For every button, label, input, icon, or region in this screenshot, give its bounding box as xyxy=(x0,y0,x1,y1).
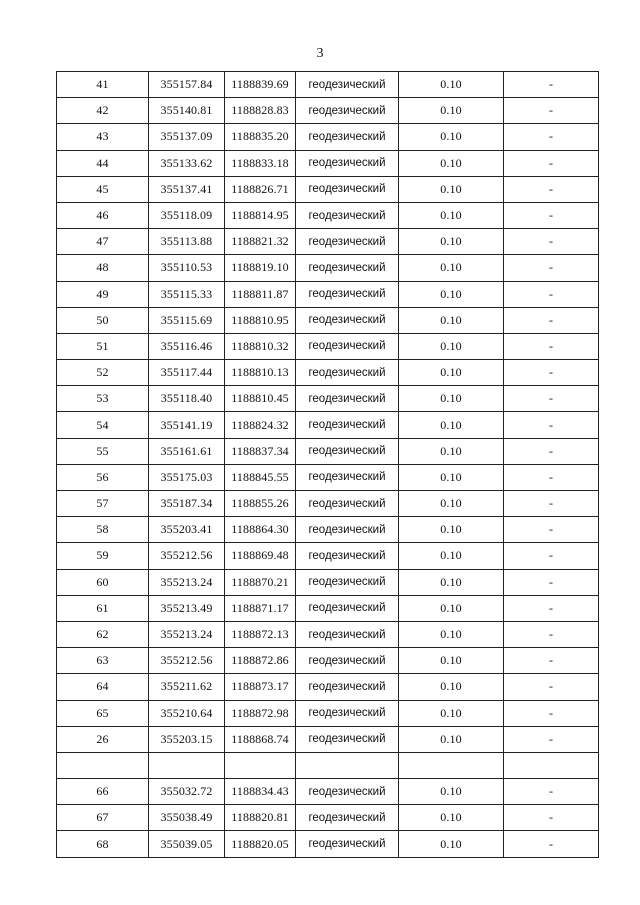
method-cell: геодезический xyxy=(296,595,399,621)
table-row xyxy=(57,229,599,255)
y-coordinate-cell: 1188820.81 xyxy=(225,805,296,831)
accuracy-cell: 0.10 xyxy=(399,202,504,228)
x-coordinate-cell: 355161.61 xyxy=(149,438,225,464)
accuracy-cell: 0.10 xyxy=(399,150,504,176)
accuracy-cell: 0.10 xyxy=(399,176,504,202)
y-coordinate-cell: 1188872.98 xyxy=(225,700,296,726)
y-coordinate-cell xyxy=(225,752,296,778)
x-coordinate-cell: 355039.05 xyxy=(149,831,225,857)
x-coordinate-cell: 355213.49 xyxy=(149,595,225,621)
description-cell: - xyxy=(504,307,599,333)
point-number-cell: 45 xyxy=(57,176,149,202)
y-coordinate-cell: 1188870.21 xyxy=(225,569,296,595)
method-cell: геодезический xyxy=(296,648,399,674)
description-cell: - xyxy=(504,595,599,621)
x-coordinate-cell: 355140.81 xyxy=(149,98,225,124)
method-cell: геодезический xyxy=(296,569,399,595)
x-coordinate-cell: 355118.09 xyxy=(149,202,225,228)
x-coordinate-cell: 355210.64 xyxy=(149,700,225,726)
description-cell: - xyxy=(504,98,599,124)
x-coordinate-cell: 355213.24 xyxy=(149,621,225,647)
description-cell: - xyxy=(504,464,599,490)
accuracy-cell: 0.10 xyxy=(399,621,504,647)
accuracy-cell: 0.10 xyxy=(399,412,504,438)
x-coordinate-cell: 355137.09 xyxy=(149,124,225,150)
y-coordinate-cell: 1188828.83 xyxy=(225,98,296,124)
point-number-cell: 51 xyxy=(57,333,149,359)
accuracy-cell: 0.10 xyxy=(399,438,504,464)
point-number-cell: 44 xyxy=(57,150,149,176)
description-cell: - xyxy=(504,72,599,98)
y-coordinate-cell: 1188810.32 xyxy=(225,333,296,359)
x-coordinate-cell: 355115.33 xyxy=(149,281,225,307)
point-number-cell: 41 xyxy=(57,72,149,98)
table-row xyxy=(57,307,599,333)
accuracy-cell: 0.10 xyxy=(399,229,504,255)
table-row xyxy=(57,438,599,464)
table-row xyxy=(57,124,599,150)
description-cell: - xyxy=(504,281,599,307)
description-cell: - xyxy=(504,360,599,386)
accuracy-cell: 0.10 xyxy=(399,124,504,150)
y-coordinate-cell: 1188871.17 xyxy=(225,595,296,621)
method-cell: геодезический xyxy=(296,726,399,752)
table-row xyxy=(57,281,599,307)
x-coordinate-cell: 355203.41 xyxy=(149,517,225,543)
x-coordinate-cell: 355213.24 xyxy=(149,569,225,595)
description-cell: - xyxy=(504,779,599,805)
table-row xyxy=(57,491,599,517)
table-row xyxy=(57,176,599,202)
table-row xyxy=(57,150,599,176)
description-cell: - xyxy=(504,333,599,359)
method-cell: геодезический xyxy=(296,700,399,726)
description-cell: - xyxy=(504,176,599,202)
point-number-cell: 57 xyxy=(57,491,149,517)
table-row xyxy=(57,752,599,778)
accuracy-cell: 0.10 xyxy=(399,569,504,595)
method-cell: геодезический xyxy=(296,333,399,359)
x-coordinate-cell: 355211.62 xyxy=(149,674,225,700)
point-number-cell: 56 xyxy=(57,464,149,490)
point-number-cell: 60 xyxy=(57,569,149,595)
point-number-cell: 46 xyxy=(57,202,149,228)
table-row xyxy=(57,255,599,281)
description-cell: - xyxy=(504,386,599,412)
accuracy-cell: 0.10 xyxy=(399,726,504,752)
table-row xyxy=(57,700,599,726)
point-number-cell: 52 xyxy=(57,360,149,386)
y-coordinate-cell: 1188839.69 xyxy=(225,72,296,98)
table-row xyxy=(57,569,599,595)
point-number-cell: 62 xyxy=(57,621,149,647)
y-coordinate-cell: 1188819.10 xyxy=(225,255,296,281)
accuracy-cell: 0.10 xyxy=(399,491,504,517)
description-cell: - xyxy=(504,491,599,517)
y-coordinate-cell: 1188873.17 xyxy=(225,674,296,700)
description-cell: - xyxy=(504,726,599,752)
y-coordinate-cell: 1188833.18 xyxy=(225,150,296,176)
method-cell: геодезический xyxy=(296,543,399,569)
accuracy-cell: 0.10 xyxy=(399,805,504,831)
table-row xyxy=(57,779,599,805)
table-row xyxy=(57,831,599,857)
method-cell: геодезический xyxy=(296,412,399,438)
accuracy-cell: 0.10 xyxy=(399,360,504,386)
x-coordinate-cell: 355141.19 xyxy=(149,412,225,438)
description-cell: - xyxy=(504,621,599,647)
method-cell: геодезический xyxy=(296,831,399,857)
accuracy-cell: 0.10 xyxy=(399,543,504,569)
y-coordinate-cell: 1188872.13 xyxy=(225,621,296,647)
point-number-cell: 54 xyxy=(57,412,149,438)
method-cell: геодезический xyxy=(296,517,399,543)
point-number-cell: 68 xyxy=(57,831,149,857)
accuracy-cell xyxy=(399,752,504,778)
table-row xyxy=(57,543,599,569)
method-cell: геодезический xyxy=(296,255,399,281)
y-coordinate-cell: 1188864.30 xyxy=(225,517,296,543)
description-cell: - xyxy=(504,517,599,543)
y-coordinate-cell: 1188868.74 xyxy=(225,726,296,752)
table-row xyxy=(57,674,599,700)
point-number-cell: 66 xyxy=(57,779,149,805)
table-row xyxy=(57,360,599,386)
method-cell: геодезический xyxy=(296,438,399,464)
point-number-cell: 58 xyxy=(57,517,149,543)
x-coordinate-cell xyxy=(149,752,225,778)
accuracy-cell: 0.10 xyxy=(399,333,504,359)
point-number-cell: 64 xyxy=(57,674,149,700)
point-number-cell: 61 xyxy=(57,595,149,621)
y-coordinate-cell: 1188811.87 xyxy=(225,281,296,307)
method-cell: геодезический xyxy=(296,202,399,228)
y-coordinate-cell: 1188810.95 xyxy=(225,307,296,333)
x-coordinate-cell: 355116.46 xyxy=(149,333,225,359)
method-cell: геодезический xyxy=(296,491,399,517)
method-cell: геодезический xyxy=(296,805,399,831)
method-cell: геодезический xyxy=(296,150,399,176)
method-cell: геодезический xyxy=(296,229,399,255)
method-cell: геодезический xyxy=(296,360,399,386)
point-number-cell: 49 xyxy=(57,281,149,307)
method-cell xyxy=(296,752,399,778)
y-coordinate-cell: 1188835.20 xyxy=(225,124,296,150)
x-coordinate-cell: 355187.34 xyxy=(149,491,225,517)
description-cell: - xyxy=(504,255,599,281)
point-number-cell: 26 xyxy=(57,726,149,752)
x-coordinate-cell: 355113.88 xyxy=(149,229,225,255)
y-coordinate-cell: 1188821.32 xyxy=(225,229,296,255)
description-cell: - xyxy=(504,569,599,595)
x-coordinate-cell: 355032.72 xyxy=(149,779,225,805)
point-number-cell xyxy=(57,752,149,778)
x-coordinate-cell: 355137.41 xyxy=(149,176,225,202)
accuracy-cell: 0.10 xyxy=(399,72,504,98)
table-row xyxy=(57,726,599,752)
y-coordinate-cell: 1188824.32 xyxy=(225,412,296,438)
description-cell: - xyxy=(504,674,599,700)
description-cell xyxy=(504,752,599,778)
method-cell: геодезический xyxy=(296,281,399,307)
point-number-cell: 63 xyxy=(57,648,149,674)
method-cell: геодезический xyxy=(296,72,399,98)
table-row xyxy=(57,412,599,438)
table-row xyxy=(57,517,599,543)
x-coordinate-cell: 355133.62 xyxy=(149,150,225,176)
point-number-cell: 50 xyxy=(57,307,149,333)
description-cell: - xyxy=(504,805,599,831)
x-coordinate-cell: 355212.56 xyxy=(149,543,225,569)
description-cell: - xyxy=(504,648,599,674)
description-cell: - xyxy=(504,412,599,438)
accuracy-cell: 0.10 xyxy=(399,307,504,333)
accuracy-cell: 0.10 xyxy=(399,464,504,490)
x-coordinate-cell: 355118.40 xyxy=(149,386,225,412)
table-row xyxy=(57,72,599,98)
description-cell: - xyxy=(504,700,599,726)
table-body xyxy=(57,72,599,858)
accuracy-cell: 0.10 xyxy=(399,255,504,281)
table-row xyxy=(57,648,599,674)
x-coordinate-cell: 355157.84 xyxy=(149,72,225,98)
point-number-cell: 42 xyxy=(57,98,149,124)
method-cell: геодезический xyxy=(296,307,399,333)
y-coordinate-cell: 1188855.26 xyxy=(225,491,296,517)
table-row xyxy=(57,386,599,412)
table-row xyxy=(57,464,599,490)
description-cell: - xyxy=(504,124,599,150)
accuracy-cell: 0.10 xyxy=(399,98,504,124)
x-coordinate-cell: 355115.69 xyxy=(149,307,225,333)
x-coordinate-cell: 355117.44 xyxy=(149,360,225,386)
description-cell: - xyxy=(504,831,599,857)
description-cell: - xyxy=(504,229,599,255)
point-number-cell: 59 xyxy=(57,543,149,569)
table-row xyxy=(57,621,599,647)
point-number-cell: 47 xyxy=(57,229,149,255)
coordinates-table xyxy=(56,71,599,858)
accuracy-cell: 0.10 xyxy=(399,831,504,857)
table-row xyxy=(57,333,599,359)
accuracy-cell: 0.10 xyxy=(399,674,504,700)
method-cell: геодезический xyxy=(296,98,399,124)
point-number-cell: 48 xyxy=(57,255,149,281)
accuracy-cell: 0.10 xyxy=(399,386,504,412)
table-row xyxy=(57,805,599,831)
y-coordinate-cell: 1188810.13 xyxy=(225,360,296,386)
x-coordinate-cell: 355203.15 xyxy=(149,726,225,752)
description-cell: - xyxy=(504,438,599,464)
table-row xyxy=(57,98,599,124)
accuracy-cell: 0.10 xyxy=(399,281,504,307)
point-number-cell: 55 xyxy=(57,438,149,464)
x-coordinate-cell: 355212.56 xyxy=(149,648,225,674)
accuracy-cell: 0.10 xyxy=(399,517,504,543)
method-cell: геодезический xyxy=(296,124,399,150)
table-row xyxy=(57,202,599,228)
method-cell: геодезический xyxy=(296,621,399,647)
description-cell: - xyxy=(504,150,599,176)
x-coordinate-cell: 355038.49 xyxy=(149,805,225,831)
method-cell: геодезический xyxy=(296,176,399,202)
point-number-cell: 53 xyxy=(57,386,149,412)
description-cell: - xyxy=(504,202,599,228)
y-coordinate-cell: 1188820.05 xyxy=(225,831,296,857)
y-coordinate-cell: 1188872.86 xyxy=(225,648,296,674)
point-number-cell: 65 xyxy=(57,700,149,726)
point-number-cell: 43 xyxy=(57,124,149,150)
x-coordinate-cell: 355110.53 xyxy=(149,255,225,281)
method-cell: геодезический xyxy=(296,779,399,805)
description-cell: - xyxy=(504,543,599,569)
y-coordinate-cell: 1188837.34 xyxy=(225,438,296,464)
y-coordinate-cell: 1188826.71 xyxy=(225,176,296,202)
y-coordinate-cell: 1188810.45 xyxy=(225,386,296,412)
y-coordinate-cell: 1188834.43 xyxy=(225,779,296,805)
x-coordinate-cell: 355175.03 xyxy=(149,464,225,490)
page-number: 3 xyxy=(316,46,324,61)
method-cell: геодезический xyxy=(296,386,399,412)
accuracy-cell: 0.10 xyxy=(399,700,504,726)
y-coordinate-cell: 1188869.48 xyxy=(225,543,296,569)
point-number-cell: 67 xyxy=(57,805,149,831)
table-row xyxy=(57,595,599,621)
accuracy-cell: 0.10 xyxy=(399,779,504,805)
method-cell: геодезический xyxy=(296,674,399,700)
accuracy-cell: 0.10 xyxy=(399,648,504,674)
accuracy-cell: 0.10 xyxy=(399,595,504,621)
y-coordinate-cell: 1188845.55 xyxy=(225,464,296,490)
y-coordinate-cell: 1188814.95 xyxy=(225,202,296,228)
method-cell: геодезический xyxy=(296,464,399,490)
